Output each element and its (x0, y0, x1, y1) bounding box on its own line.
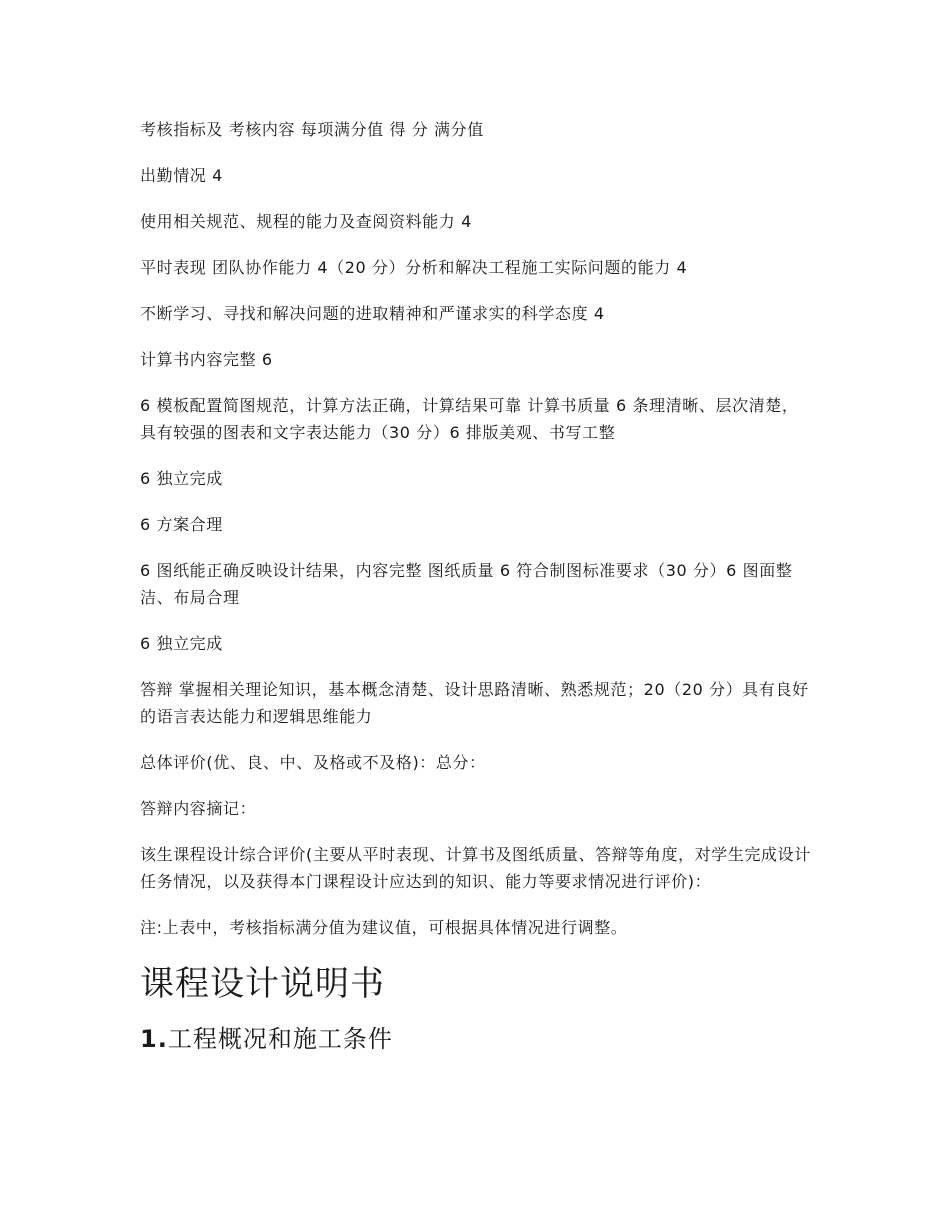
document-content (140, 116, 812, 1055)
assessment-header-line: 考核指标及 考核内容 每项满分值 得 分 满分值 (140, 120, 484, 139)
independent-completion-line-2: 6 独立完成 (140, 634, 223, 653)
attendance-line: 出勤情况 4 (140, 166, 223, 185)
reasonable-plan-line: 6 方案合理 (140, 515, 223, 534)
independent-completion-line: 6 独立完成 (140, 469, 223, 488)
defense-line: 答辩 掌握相关理论知识，基本概念清楚、设计思路清晰、熟悉规范；20（20 分）具有良好的语言表达能力和逻辑思维能力 (140, 680, 809, 726)
overall-evaluation-line: 总体评价(优、良、中、及格或不及格)：总分： (140, 753, 486, 772)
section-heading (140, 1023, 812, 1055)
section-number: 1. (140, 1025, 168, 1053)
comprehensive-evaluation-line: 该生课程设计综合评价(主要从平时表现、计算书及图纸质量、答辩等角度，对学生完成设计任务情况，以及获得本门课程设计应达到的知识、能力等要求情况进行评价)： (140, 845, 811, 891)
learning-attitude-line: 不断学习、寻找和解决问题的进取精神和严谨求实的科学态度 4 (140, 304, 605, 323)
calc-book-quality-line: 6 模板配置简图规范，计算方法正确，计算结果可靠 计算书质量 6 条理清晰、层次清楚，具有较强的图表和文字表达能力（30 分）6 排版美观、书写工整 (140, 396, 799, 442)
standards-ability-line: 使用相关规范、规程的能力及查阅资料能力 4 (140, 212, 472, 231)
drawing-quality-line: 6 图纸能正确反映设计结果，内容完整 图纸质量 6 符合制图标准要求（30 分）6 图面整洁、布局合理 (140, 561, 793, 607)
section-title: 工程概况和施工条件 (167, 1025, 393, 1053)
document-title: 课程设计说明书 (140, 964, 385, 1004)
daily-performance-line: 平时表现 团队协作能力 4（20 分）分析和解决工程施工实际问题的能力 4 (140, 258, 688, 277)
defense-notes-line: 答辩内容摘记： (140, 799, 257, 818)
table-note-line: 注:上表中，考核指标满分值为建议值，可根据具体情况进行调整。 (140, 918, 628, 937)
calc-book-complete-line: 计算书内容完整 6 (140, 350, 273, 369)
